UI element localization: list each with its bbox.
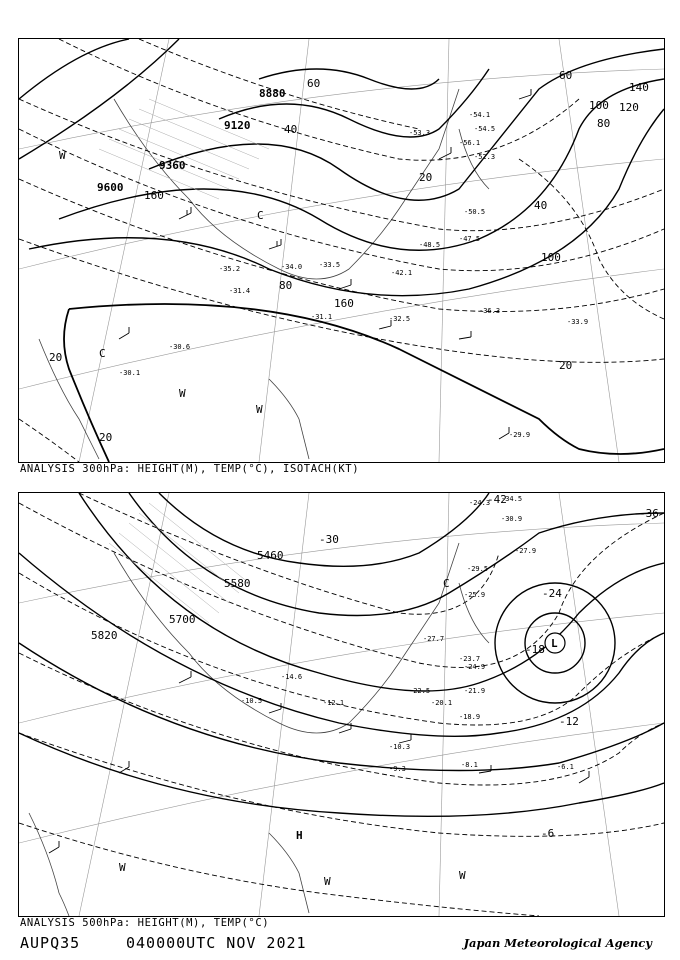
isotach-label-40: 40 (284, 123, 298, 136)
isotach-label-20: 20 (49, 351, 63, 364)
jet-hatch (99, 99, 269, 199)
isotach-label-20d: 20 (99, 431, 113, 444)
isotach-label-120: 120 (619, 101, 639, 114)
map-500hpa-svg (19, 493, 664, 916)
warm-marker: W (256, 403, 263, 416)
station-temp: -8.1 (461, 761, 478, 769)
station-temp: -31.1 (311, 313, 333, 321)
caption-300hpa: ANALYSIS 300hPa: HEIGHT(M), TEMP(°C), ISOTACH(KT) (20, 463, 360, 475)
temp-labels-500 (319, 493, 659, 840)
temp-label-24: -24 (542, 587, 562, 600)
isotach-label-20b: 20 (419, 171, 433, 184)
station-temp: -35.2 (219, 265, 241, 273)
station-temp: -42.1 (391, 269, 413, 277)
analysis-500hpa-map (18, 492, 665, 917)
isotach-label-100b: 100 (589, 99, 609, 112)
isotach-label-80: 80 (279, 279, 293, 292)
station-temp: -31.4 (229, 287, 251, 295)
station-temp: -36.3 (479, 307, 501, 315)
analysis-300hpa-map (18, 38, 665, 463)
station-temp: -30.1 (119, 369, 141, 377)
station-temp: -33.5 (319, 261, 341, 269)
warm-marker: W (324, 875, 331, 888)
station-temps-500 (241, 495, 574, 773)
height-label-5580: 5580 (224, 577, 251, 590)
warm-marker: W (119, 861, 126, 874)
cold-marker: C (257, 209, 264, 222)
station-temp: -22.5 (409, 687, 431, 695)
station-temp: -18.9 (459, 713, 481, 721)
isotach-labels (49, 69, 649, 444)
valid-time: 040000UTC NOV 2021 (126, 934, 307, 952)
isotach-label-20c: 20 (559, 359, 573, 372)
station-temp: -56.1 (459, 139, 481, 147)
station-temp: -10.5 (241, 697, 263, 705)
isotach-label-140: 140 (629, 81, 649, 94)
caption-500hpa: ANALYSIS 500hPa: HEIGHT(M), TEMP(°C) (20, 917, 270, 929)
temp-label-6: -6 (541, 827, 555, 840)
height-label-8880: 8880 (259, 87, 286, 100)
cold-marker: C (99, 347, 106, 360)
warm-marker: W (459, 869, 466, 882)
coastline (29, 543, 489, 916)
isotach-label-160b: 160 (334, 297, 354, 310)
low-marker: L (551, 637, 558, 650)
station-temp: -34.5 (501, 495, 523, 503)
warm-marker: W (59, 149, 66, 162)
station-temp: -47.5 (459, 235, 481, 243)
height-label-9120: 9120 (224, 119, 251, 132)
station-temp: -12.1 (323, 699, 345, 707)
station-temp: -50.5 (464, 208, 486, 216)
isotach-label-60b: 60 (559, 69, 573, 82)
station-temp: -20.1 (431, 699, 453, 707)
chart-id: AUPQ35 (20, 934, 81, 952)
station-temp: -27.7 (423, 635, 445, 643)
station-temp: -23.7 (459, 655, 481, 663)
height-label-5700: 5700 (169, 613, 196, 626)
station-temp: -24.3 (469, 499, 491, 507)
height-label-5460: 5460 (257, 549, 284, 562)
isotach-label-100: 100 (541, 251, 561, 264)
isotach-label-160: 160 (144, 189, 164, 202)
high-marker: H (296, 829, 303, 842)
map-300hpa-svg (19, 39, 664, 462)
station-temp: -9.3 (389, 765, 406, 773)
warm-marker: W (179, 387, 186, 400)
station-temp: -25.9 (464, 591, 486, 599)
height-labels-300 (97, 87, 286, 194)
station-temps-300 (119, 111, 588, 439)
station-temp: -30.6 (169, 343, 191, 351)
station-temp: -53.3 (409, 129, 431, 137)
isotach-label-40b: 40 (534, 199, 548, 212)
height-label-9360: 9360 (159, 159, 186, 172)
station-temp: -27.9 (515, 547, 537, 555)
station-temp: -24.9 (464, 663, 486, 671)
station-temp: -14.6 (281, 673, 303, 681)
station-temp: -10.3 (389, 743, 411, 751)
station-temp: -6.1 (557, 763, 574, 771)
temp-label-12: -12 (559, 715, 579, 728)
station-temp: -33.9 (567, 318, 589, 326)
station-temp: -29.5 (467, 565, 489, 573)
isotach-label-60: 60 (307, 77, 321, 90)
station-temp: -54.1 (469, 111, 491, 119)
temp-label-36: -36 (639, 507, 659, 520)
station-temp: -30.9 (501, 515, 523, 523)
station-temp: -32.5 (389, 315, 411, 323)
temp-label-18: -18 (525, 643, 545, 656)
station-temp: -34.0 (281, 263, 303, 271)
station-temp: -21.9 (464, 687, 486, 695)
wind-barbs (49, 671, 589, 853)
cold-marker: C (443, 577, 450, 590)
temp-label-30: -30 (319, 533, 339, 546)
station-temp: -52.3 (474, 153, 496, 161)
agency-name: Japan Meteorological Agency (463, 936, 652, 950)
station-temp: -48.5 (419, 241, 441, 249)
height-label-5820: 5820 (91, 629, 118, 642)
temp-label-42: -42 (487, 493, 507, 506)
height-label-9600: 9600 (97, 181, 124, 194)
isotach-label-80b: 80 (597, 117, 611, 130)
station-temp: -54.5 (474, 125, 496, 133)
station-temp: -29.9 (509, 431, 531, 439)
